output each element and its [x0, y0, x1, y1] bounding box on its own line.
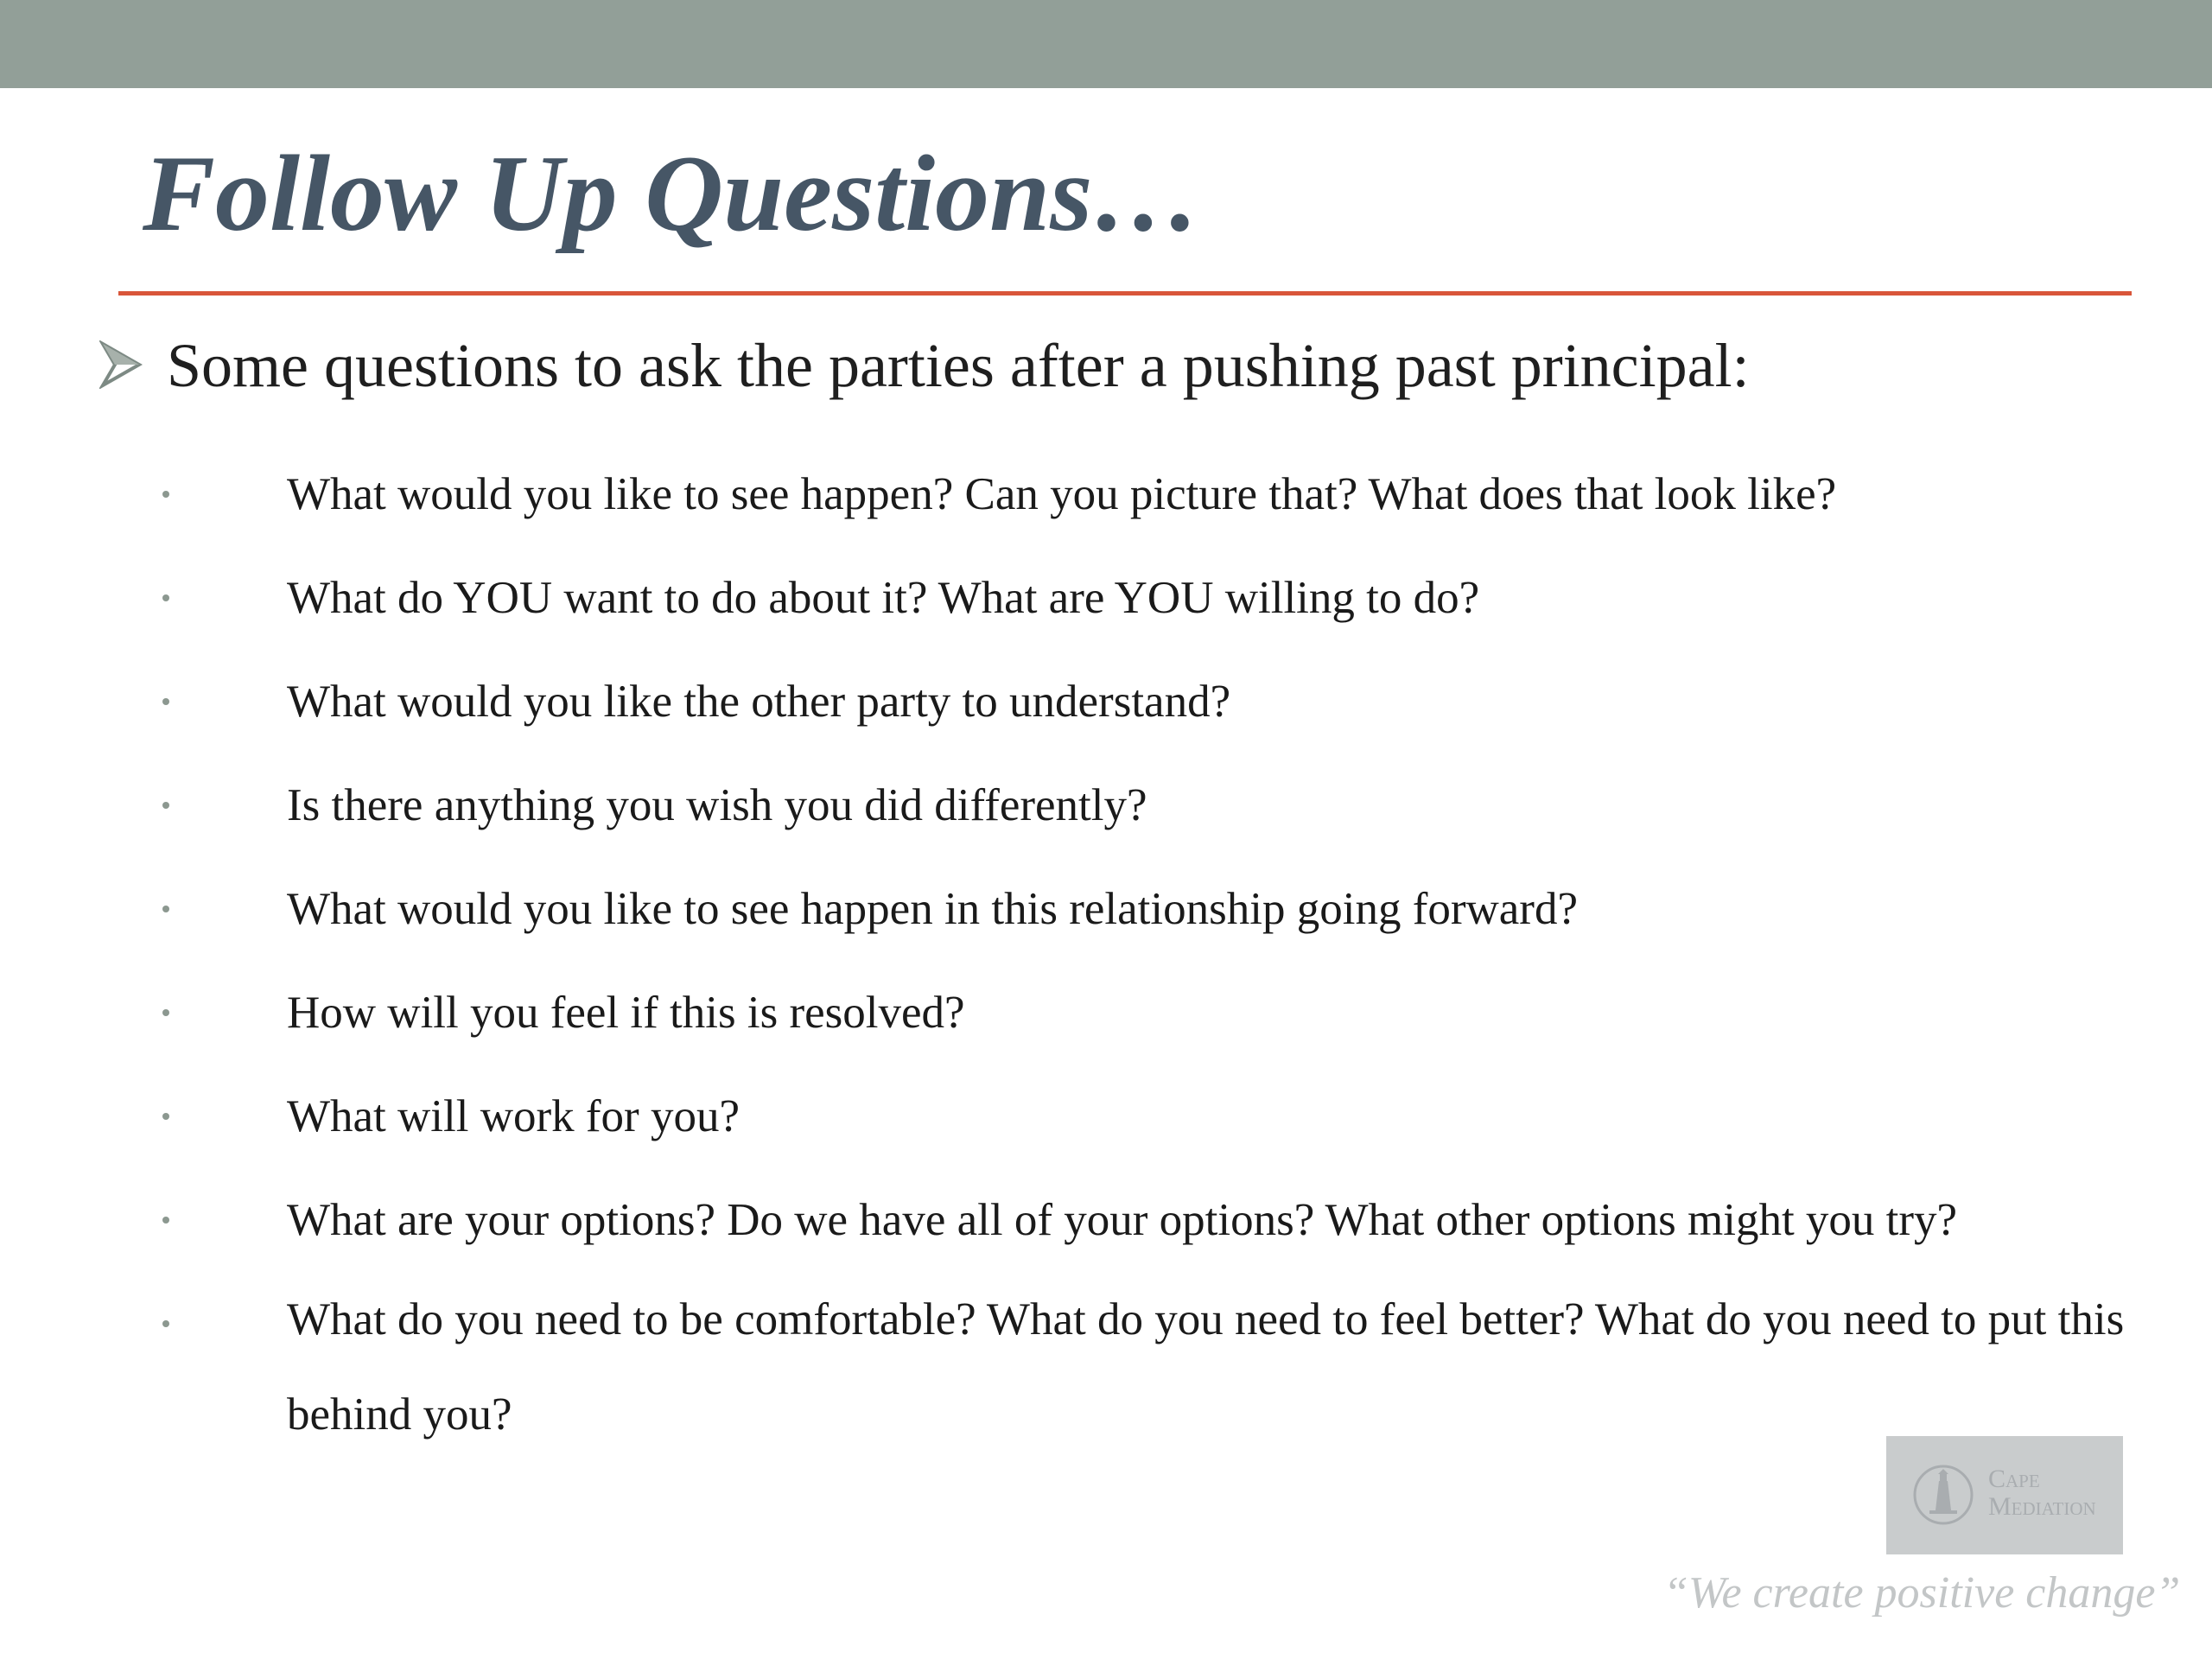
- lead-text: Some questions to ask the parties after a pushing past principal:: [167, 331, 1750, 400]
- question-text: What would you like the other party to understand?: [287, 677, 1231, 727]
- logo-line-2: Mediation: [1988, 1492, 2096, 1521]
- question-text: What would you like to see happen in this relationship going forward?: [287, 884, 1578, 934]
- list-item: [156, 1065, 2143, 1168]
- list-item: [156, 650, 2143, 753]
- logo-wordmark: [1988, 1465, 2096, 1521]
- list-item: [156, 442, 2143, 546]
- lighthouse-icon: [1910, 1462, 1976, 1528]
- bullet-dot-icon: [162, 698, 169, 705]
- title-divider: [118, 291, 2132, 296]
- list-item: [156, 1168, 2143, 1272]
- bullet-dot-icon: [162, 594, 169, 601]
- question-list: [156, 442, 2143, 1462]
- list-item: [156, 857, 2143, 961]
- list-item: [156, 546, 2143, 650]
- slide-title: Follow Up Questions…: [143, 134, 1202, 254]
- question-text: How will you feel if this is resolved?: [287, 988, 965, 1038]
- bullet-dot-icon: [162, 1009, 169, 1016]
- bullet-dot-icon: [162, 491, 169, 498]
- arrow-bullet-icon: [99, 340, 143, 389]
- company-logo: [1886, 1436, 2123, 1554]
- lead-bullet: [99, 327, 2156, 404]
- bullet-dot-icon: [162, 906, 169, 912]
- question-text: What would you like to see happen? Can you picture that? What does that look like?: [287, 469, 1837, 519]
- bullet-dot-icon: [162, 802, 169, 809]
- question-text: What are your options? Do we have all of your options? What other options might you try?: [287, 1195, 1958, 1245]
- logo-line-1: Cape: [1988, 1465, 2040, 1493]
- list-item: [156, 961, 2143, 1065]
- tagline: “We create positive change”: [1663, 1568, 2181, 1618]
- list-item: [156, 753, 2143, 857]
- bullet-dot-icon: [162, 1217, 169, 1224]
- question-text: Is there anything you wish you did differently?: [287, 780, 1147, 830]
- top-bar: [0, 0, 2212, 88]
- bullet-dot-icon: [162, 1113, 169, 1120]
- question-text: What do YOU want to do about it? What are YOU willing to do?: [287, 573, 1480, 623]
- question-text: What do you need to be comfortable? What do you need to feel better? What do you need to put this behind you?: [287, 1294, 2125, 1440]
- question-text: What will work for you?: [287, 1091, 740, 1141]
- bullet-dot-icon: [162, 1320, 169, 1327]
- list-item: [156, 1272, 2143, 1462]
